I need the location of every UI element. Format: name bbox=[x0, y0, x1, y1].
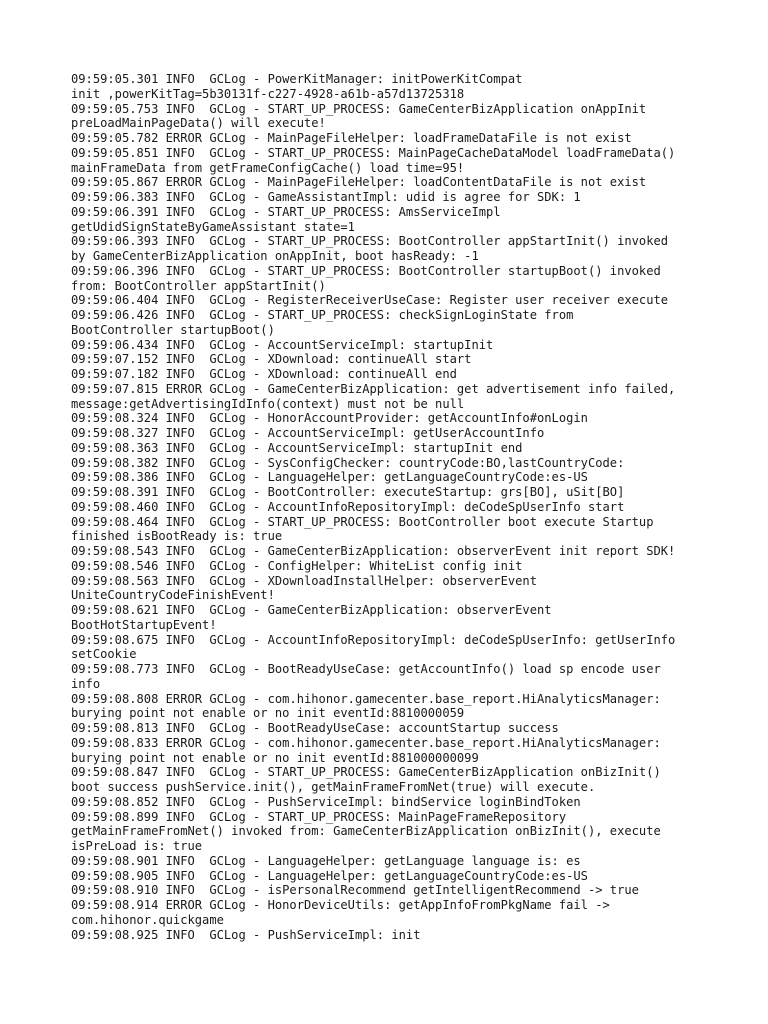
log-line: by GameCenterBizApplication onAppInit, boot hasReady: -1 bbox=[71, 249, 479, 263]
log-line: 09:59:08.675 INFO GCLog - AccountInfoRepositoryImpl: deCodeSpUserInfo: getUserInfo bbox=[71, 632, 676, 647]
log-line: 09:59:08.808 ERROR GCLog - com.hihonor.gamecenter.base_report.HiAnalyticsManager: bbox=[71, 691, 661, 706]
log-line: 09:59:08.910 INFO GCLog - isPersonalRecommend getIntelligentRecommend -> true bbox=[71, 883, 639, 898]
log-line: 09:59:08.464 INFO GCLog - START_UP_PROCESS: BootController boot execute Startup bbox=[71, 514, 654, 529]
log-line: 09:59:06.396 INFO GCLog - START_UP_PROCESS: BootController startupBoot() invoked bbox=[71, 263, 661, 278]
log-line: 09:59:06.391 INFO GCLog - START_UP_PROCESS: AmsServiceImpl bbox=[71, 204, 501, 219]
log-line: 09:59:08.899 INFO GCLog - START_UP_PROCESS: MainPageFrameRepository bbox=[71, 809, 567, 824]
log-line: 09:59:07.815 ERROR GCLog - GameCenterBizApplication: get advertisement info failed, bbox=[71, 381, 676, 396]
log-line: 09:59:08.773 INFO GCLog - BootReadyUseCase: getAccountInfo() load sp encode user bbox=[71, 662, 661, 676]
log-line: 09:59:06.434 INFO GCLog - AccountServiceImpl: startupInit bbox=[71, 337, 494, 352]
log-line: 09:59:08.391 INFO GCLog - BootController: executeStartup: grs[BO], uSit[BO] bbox=[71, 485, 625, 499]
log-line: setCookie bbox=[71, 647, 137, 662]
log-line: init ,powerKitTag=5b30131f-c227-4928-a61b-a57d13725318 bbox=[71, 86, 465, 101]
log-line: burying point not enable or no init eventId:8810000059 bbox=[71, 706, 465, 721]
log-line: boot success pushService.init(), getMainFrameFromNet(true) will execute. bbox=[71, 780, 596, 794]
log-line: 09:59:08.914 ERROR GCLog - HonorDeviceUtils: getAppInfoFromPkgName fail -> bbox=[71, 898, 610, 912]
log-line: info bbox=[71, 676, 101, 691]
log-line: BootHotStartupEvent! bbox=[71, 617, 217, 632]
log-line: 09:59:08.382 INFO GCLog - SysConfigChecker: countryCode:BO,lastCountryCode: bbox=[71, 455, 625, 470]
log-line: 09:59:08.327 INFO GCLog - AccountServiceImpl: getUserAccountInfo bbox=[71, 426, 545, 440]
log-line: 09:59:06.393 INFO GCLog - START_UP_PROCESS: BootController appStartInit() invoked bbox=[71, 234, 669, 249]
log-line: isPreLoad is: true bbox=[71, 839, 203, 853]
log-line: 09:59:05.301 INFO GCLog - PowerKitManager: initPowerKitCompat bbox=[71, 72, 523, 86]
log-line: UniteCountryCodeFinishEvent! bbox=[71, 588, 275, 603]
log-line: 09:59:07.182 INFO GCLog - XDownload: continueAll end bbox=[71, 367, 457, 381]
log-line: 09:59:08.852 INFO GCLog - PushServiceImpl: bindService loginBindToken bbox=[71, 794, 581, 809]
log-line: 09:59:06.383 INFO GCLog - GameAssistantImpl: udid is agree for SDK: 1 bbox=[71, 190, 581, 204]
log-line: 09:59:06.404 INFO GCLog - RegisterReceiverUseCase: Register user receiver execute bbox=[71, 293, 669, 308]
log-line: mainFrameData from getFrameConfigCache() load time=95! bbox=[71, 160, 465, 175]
log-line: 09:59:08.833 ERROR GCLog - com.hihonor.gamecenter.base_report.HiAnalyticsManager: bbox=[71, 735, 661, 750]
log-line: BootController startupBoot() bbox=[71, 322, 275, 337]
log-line: message:getAdvertisingIdInfo(context) must not be null bbox=[71, 396, 465, 411]
log-line: 09:59:08.324 INFO GCLog - HonorAccountProvider: getAccountInfo#onLogin bbox=[71, 411, 588, 426]
log-line: 09:59:08.460 INFO GCLog - AccountInfoRepositoryImpl: deCodeSpUserInfo start bbox=[71, 499, 625, 514]
log-line: 09:59:08.386 INFO GCLog - LanguageHelper: getLanguageCountryCode:es-US bbox=[71, 470, 588, 485]
log-line: burying point not enable or no init eventId:881000000099 bbox=[71, 750, 479, 765]
log-line: 09:59:08.905 INFO GCLog - LanguageHelper: getLanguageCountryCode:es-US bbox=[71, 868, 588, 883]
log-line: 09:59:08.563 INFO GCLog - XDownloadInstallHelper: observerEvent bbox=[71, 573, 537, 588]
log-line: 09:59:07.152 INFO GCLog - XDownload: continueAll start bbox=[71, 352, 472, 367]
log-line: 09:59:06.426 INFO GCLog - START_UP_PROCESS: checkSignLoginState from bbox=[71, 308, 574, 322]
log-line: 09:59:08.621 INFO GCLog - GameCenterBizApplication: observerEvent bbox=[71, 603, 552, 617]
log-line: 09:59:05.753 INFO GCLog - START_UP_PROCESS: GameCenterBizApplication onAppInit bbox=[71, 101, 647, 116]
log-document bbox=[71, 72, 761, 942]
log-line: 09:59:08.363 INFO GCLog - AccountServiceImpl: startupInit end bbox=[71, 440, 523, 455]
log-line: 09:59:08.543 INFO GCLog - GameCenterBizApplication: observerEvent init report SDK! bbox=[71, 544, 676, 558]
log-line: preLoadMainPageData() will execute! bbox=[71, 116, 326, 131]
log-line: getMainFrameFromNet() invoked from: GameCenterBizApplication onBizInit(), execute bbox=[71, 824, 661, 839]
log-line: 09:59:08.813 INFO GCLog - BootReadyUseCase: accountStartup success bbox=[71, 721, 559, 735]
log-line: 09:59:08.925 INFO GCLog - PushServiceImpl: init bbox=[71, 927, 421, 942]
log-line: getUdidSignStateByGameAssistant state=1 bbox=[71, 219, 355, 234]
log-line: 09:59:08.901 INFO GCLog - LanguageHelper: getLanguage language is: es bbox=[71, 853, 581, 868]
log-line: 09:59:08.847 INFO GCLog - START_UP_PROCESS: GameCenterBizApplication onBizInit() bbox=[71, 765, 661, 780]
log-line: finished isBootReady is: true bbox=[71, 529, 283, 544]
log-line: 09:59:08.546 INFO GCLog - ConfigHelper: WhiteList config init bbox=[71, 558, 523, 573]
log-line: 09:59:05.851 INFO GCLog - START_UP_PROCESS: MainPageCacheDataModel loadFrameData() bbox=[71, 145, 676, 160]
log-line: 09:59:05.782 ERROR GCLog - MainPageFileHelper: loadFrameDataFile is not exist bbox=[71, 131, 632, 145]
log-line: from: BootController appStartInit() bbox=[71, 278, 326, 293]
log-line: 09:59:05.867 ERROR GCLog - MainPageFileHelper: loadContentDataFile is not exist bbox=[71, 175, 647, 190]
log-line: com.hihonor.quickgame bbox=[71, 912, 224, 927]
